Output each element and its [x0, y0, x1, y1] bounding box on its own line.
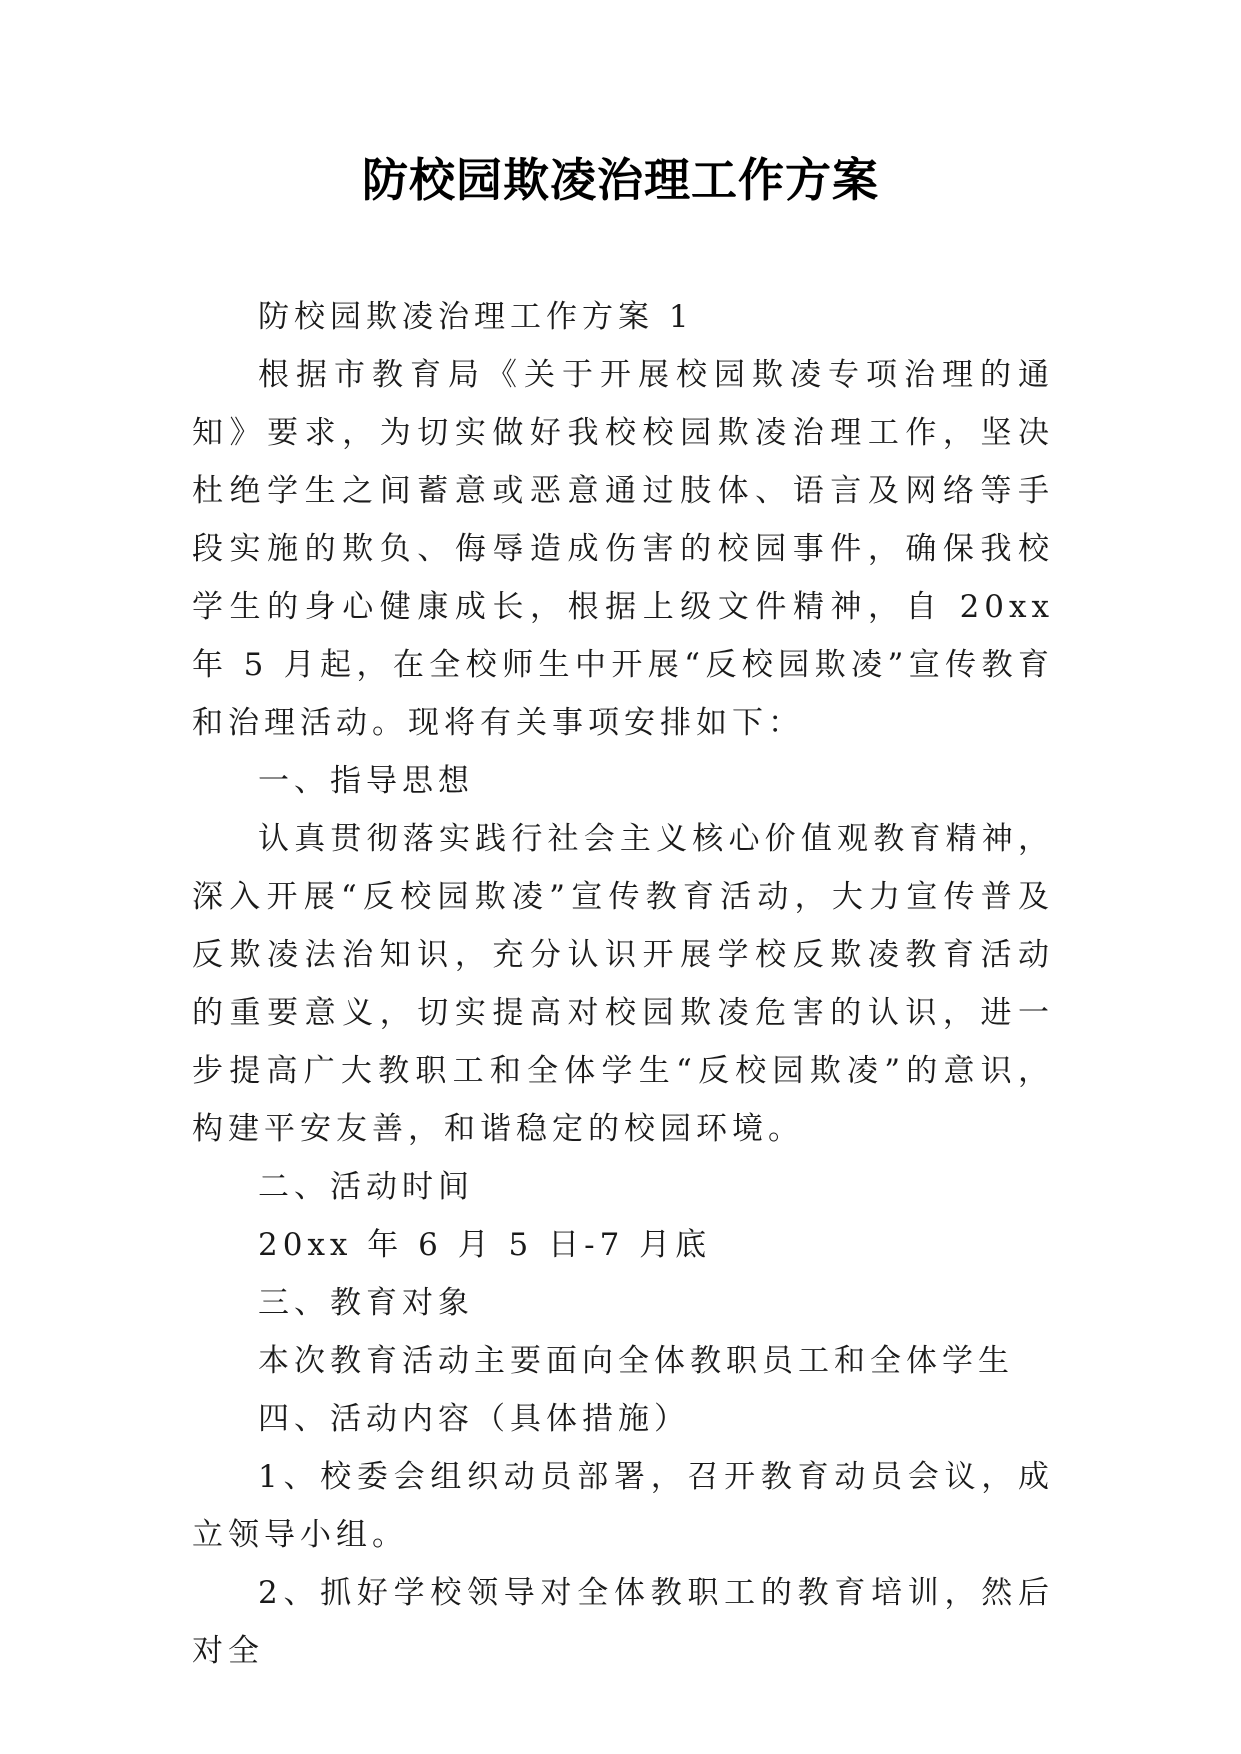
intro-paragraph: 根据市教育局《关于开展校园欺凌专项治理的通知》要求，为切实做好我校校园欺凌治理工作，坚决杜绝学生之间蓄意或恶意通过肢体、语言及网络等手段实施的欺负、侮辱造成伤害的校园事件，确保我校学生的身心健康成长，根据上级文件精神，自 20xx 年 5 月起，在全校师生中开展“反校园欺凌”宣传教育和治理活动。现将有关事项安排如下： [192, 357, 1054, 741]
measure-item-1: 1、校委会组织动员部署，召开教育动员会议，成立领导小组。 [192, 1459, 1054, 1553]
section-heading-education-target: 三、教育对象 [258, 1285, 474, 1321]
measure-item-2: 2、抓好学校领导对全体教职工的教育培训，然后对全 [192, 1575, 1054, 1669]
section-heading-plan-1: 防校园欺凌治理工作方案 1 [258, 299, 694, 335]
section-heading-activity-content: 四、活动内容（具体措施） [258, 1401, 690, 1437]
section-heading-guiding-ideology: 一、指导思想 [258, 763, 474, 799]
guiding-ideology-paragraph: 认真贯彻落实践行社会主义核心价值观教育精神，深入开展“反校园欺凌”宣传教育活动，大力宣传普及反欺凌法治知识，充分认识开展学校反欺凌教育活动的重要意义，切实提高对校园欺凌危害的认识，进一步提高广大教职工和全体学生“反校园欺凌”的意识，构建平安友善，和谐稳定的校园环境。 [192, 821, 1054, 1147]
education-target-paragraph: 本次教育活动主要面向全体教职员工和全体学生 [258, 1343, 1014, 1379]
document-body [192, 288, 1054, 1680]
document-title: 防校园欺凌治理工作方案 [362, 153, 879, 207]
activity-time-paragraph: 20xx 年 6 月 5 日-7 月底 [258, 1227, 712, 1263]
section-heading-activity-time: 二、活动时间 [258, 1169, 474, 1205]
